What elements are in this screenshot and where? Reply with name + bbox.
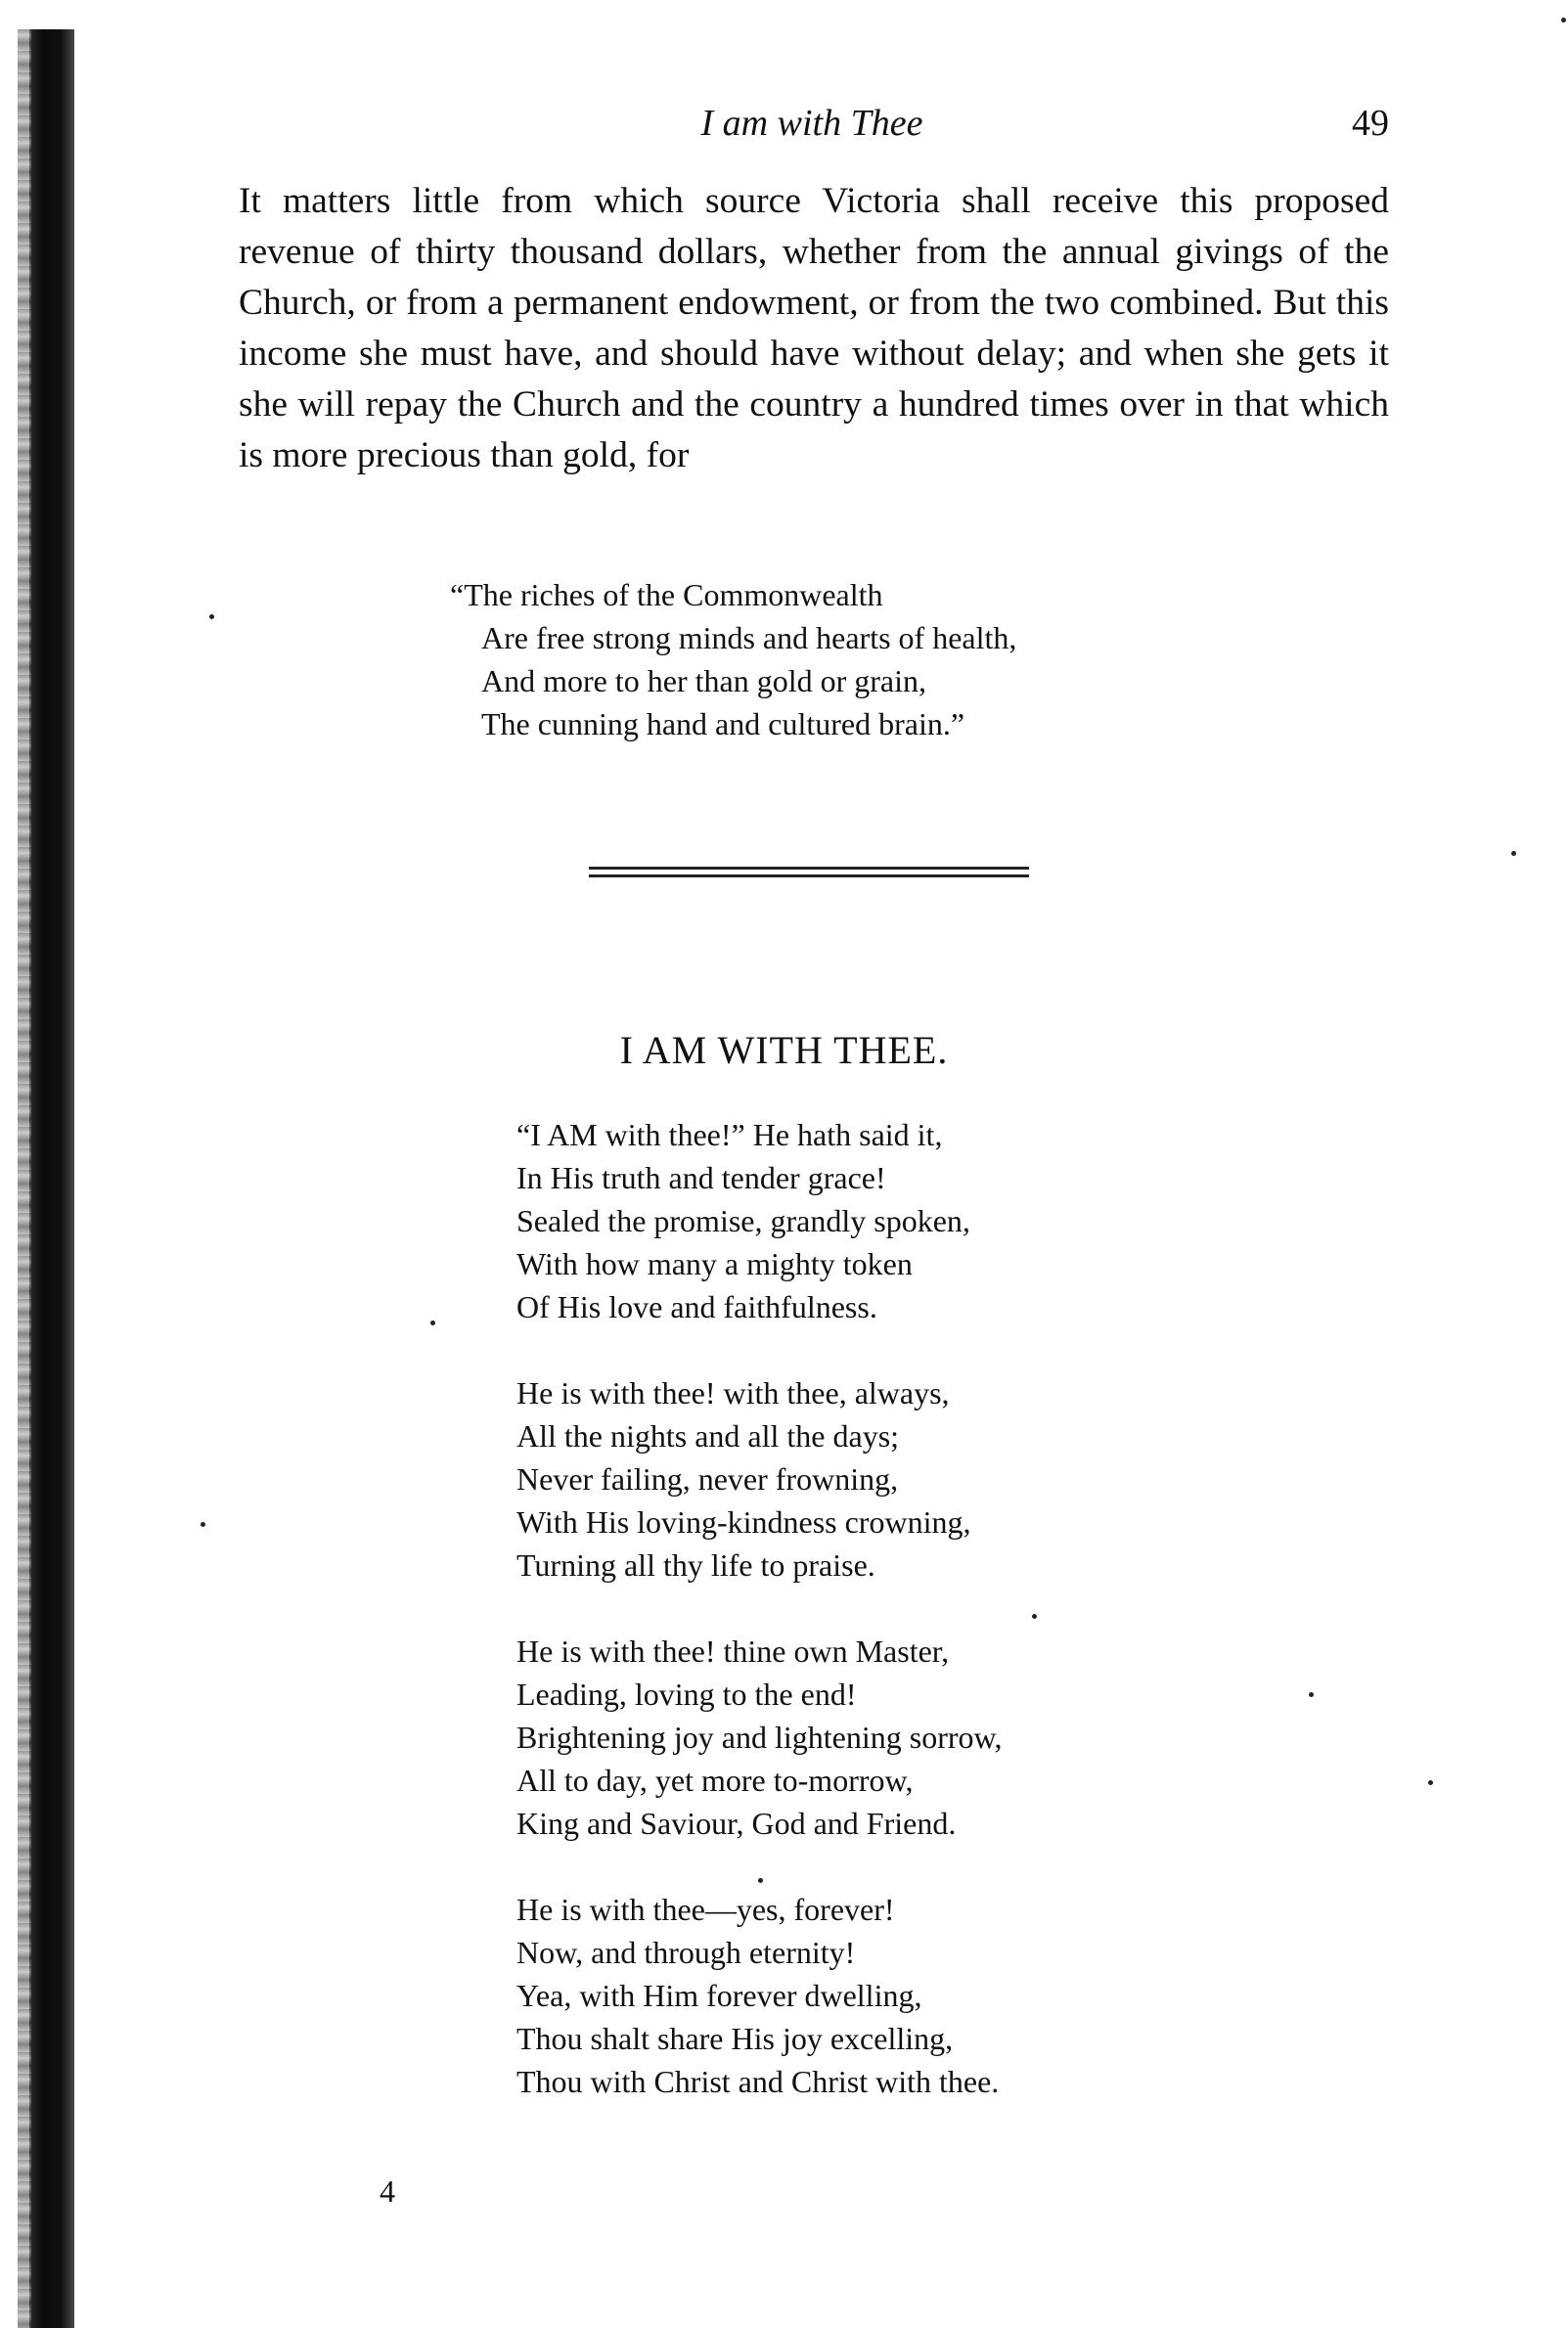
scan-speck bbox=[1032, 1614, 1037, 1619]
scan-speck bbox=[1309, 1692, 1314, 1697]
quote-line: “The riches of the Commonwealth bbox=[450, 577, 883, 612]
page-number: 49 bbox=[1352, 103, 1389, 144]
scan-speck bbox=[758, 1878, 763, 1883]
poem-line: Of His love and faithfulness. bbox=[516, 1289, 877, 1324]
poem-title: I AM WITH THEE. bbox=[619, 1028, 949, 1072]
quote-line: The cunning hand and cultured brain.” bbox=[481, 706, 965, 741]
poem-line: Sealed the promise, grandly spoken, bbox=[516, 1203, 970, 1238]
scan-speck bbox=[209, 614, 214, 619]
running-title: I am with Thee bbox=[700, 103, 923, 144]
poem bbox=[516, 1113, 1260, 2146]
scan-speck bbox=[201, 1522, 205, 1527]
poem-line: With His loving-kindness crowning, bbox=[516, 1504, 971, 1540]
quotation-verse bbox=[450, 573, 1252, 745]
poem-line: He is with thee—yes, forever! bbox=[516, 1892, 895, 1927]
poem-line: He is with thee! with thee, always, bbox=[516, 1375, 950, 1410]
separator-rule bbox=[589, 867, 1029, 870]
poem-line: Thou with Christ and Christ with thee. bbox=[516, 2064, 1000, 2099]
scan-speck bbox=[1428, 1780, 1433, 1785]
scan-speck bbox=[430, 1321, 435, 1325]
poem-stanza bbox=[516, 1630, 1260, 1845]
quote-line: Are free strong minds and hearts of health, bbox=[481, 620, 1017, 655]
book-binding-edge bbox=[29, 29, 74, 2328]
poem-line: In His truth and tender grace! bbox=[516, 1160, 886, 1195]
scan-speck bbox=[1561, 18, 1566, 22]
poem-stanza bbox=[516, 1371, 1260, 1587]
poem-stanza bbox=[516, 1113, 1260, 1328]
poem-line: Yea, with Him forever dwelling, bbox=[516, 1978, 922, 2013]
poem-line: Now, and through eternity! bbox=[516, 1935, 856, 1970]
section-separator bbox=[589, 867, 1029, 882]
scan-speck bbox=[1511, 851, 1516, 856]
quote-line: And more to her than gold or grain, bbox=[481, 663, 926, 698]
poem-line: Brightening joy and lightening sorrow, bbox=[516, 1720, 1003, 1755]
prose-paragraph: It matters little from which source Victoria shall receive this proposed revenue of thirty thousand dollars, whether from the annual givings of the Church, or from a permanent endowment, or from the two combined. But this income she must have, and should have without delay; and when she gets it she will repay the Church and the country a hundred times over in that which is more precious than gold, for bbox=[239, 181, 1389, 475]
printer-signature-mark: 4 bbox=[380, 2173, 395, 2209]
poem-line: All to day, yet more to-morrow, bbox=[516, 1763, 914, 1798]
poem-line: Turning all thy life to praise. bbox=[516, 1547, 875, 1583]
poem-line: Never failing, never frowning, bbox=[516, 1461, 899, 1497]
running-head bbox=[235, 98, 1389, 157]
separator-rule bbox=[589, 874, 1029, 877]
poem-line: He is with thee! thine own Master, bbox=[516, 1634, 950, 1669]
poem-stanza bbox=[516, 1888, 1260, 2103]
poem-line: Thou shalt share His joy excelling, bbox=[516, 2021, 954, 2056]
poem-line: All the nights and all the days; bbox=[516, 1418, 900, 1454]
poem-line: With how many a mighty token bbox=[516, 1246, 913, 1281]
poem-line: “I AM with thee!” He hath said it, bbox=[516, 1117, 943, 1152]
poem-line: Leading, loving to the end! bbox=[516, 1677, 857, 1712]
poem-line: King and Saviour, God and Friend. bbox=[516, 1806, 957, 1841]
